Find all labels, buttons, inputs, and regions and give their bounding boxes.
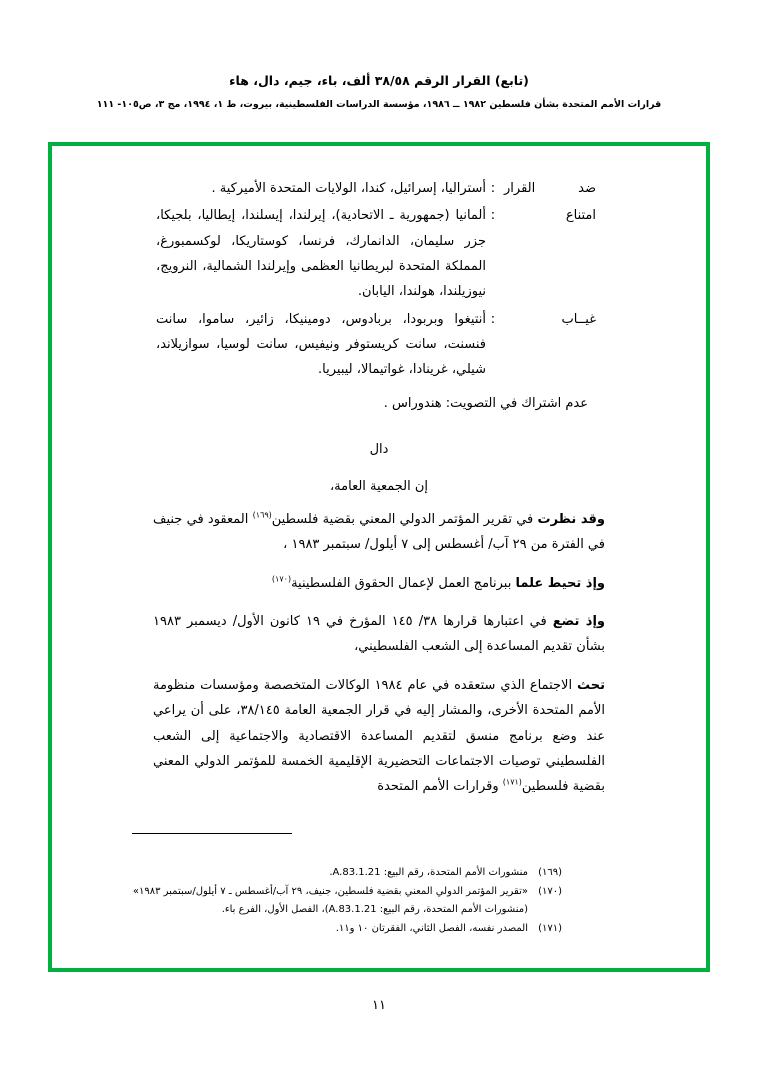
footnote-item [132,883,562,920]
vote-label: امتناع [565,208,596,224]
footnote-ref: (١٧٠) [271,574,292,584]
assembly-line: إن الجمعية العامة، [329,479,428,495]
vote-value: ألمانيا (جمهورية ـ الاتحادية)، إيرلندا، إيسلندا، إيطاليا، بلجيكا، جزر سليمان، الدانمارك، فرنسا، كوستاريكا، لوكسمبورغ، المملكة المتحدة لبريطانيا العظمى وإيرلندا الشمالية، النرويج، نيوزيلندا، هولندا، اليابان. [156,208,486,300]
vote-row [156,176,596,201]
vote-label: ضد القرار [504,181,596,196]
vote-label: غيــاب [561,311,596,327]
section-letter: دال [369,442,389,458]
footnote-item [132,864,562,883]
page-title: (تابع) القرار الرقم ٣٨/٥٨ ألف، باء، جيم، دال، هاء [229,73,529,88]
vote-value: أستراليا، إسرائيل، كندا، الولايات المتحدة الأميركية . [211,181,486,196]
resolution-body [153,507,605,799]
footnote-text: المصدر نفسه، الفصل الثاني، الفقرتان ١٠ و١١. [335,922,528,934]
footnotes-block [132,864,562,938]
paragraph-text-after-note: وقرارات الأمم المتحدة [377,779,503,795]
paragraph-text-before-note: الاجتماع الذي ستعقده في عام ١٩٨٤ الوكالات المتخصصة ومؤسسات منظومة الأمم المتحدة الأخرى، والمشار إليه في قرار الجمعية العامة ٣٨/١٤٥، على أن يراعي عند وضع برنامج منسق لتقديم المساعدة الاقتصادية والاجتماعية إلى الشعب الفلسطيني توصيات الاجتماعات التحضيرية الإقليمية الخمسة للمؤتمر الدولي المعني بقضية فلسطين [153,677,605,795]
footnote-ref: (١٧١) [502,777,522,787]
paragraph-lead: تحث [577,677,606,693]
footnote-number: (١٧٠) [538,885,562,897]
vote-results-block [156,176,602,383]
non-participation-line: عدم اشتراك في التصويت: هندوراس . [383,395,588,411]
vote-colon: : [490,181,496,196]
vote-row [156,307,596,383]
paragraph [153,571,605,596]
paragraph-lead: وقد نظرت [537,512,605,528]
vote-row [156,203,596,304]
footnote-text: منشورات الأمم المتحدة، رقم البيع: A.83.1.21. [329,867,528,878]
footnote-number: (١٧١) [538,922,562,934]
document-header [0,72,758,111]
footnote-separator [132,833,292,834]
paragraph-text-before-note: في تقرير المؤتمر الدولي المعني بقضية فلسطين [271,512,538,528]
footnote-item [132,920,562,939]
content-area [92,176,666,952]
vote-value: أنتيغوا وبربودا، بربادوس، دومينيكا، زائير، ساموا، سانت فنسنت، سانت كريستوفر ونيفيس، سانت لوسيا، سوازيلاند، شيلي، غرينادا، غواتيمالا، ليبيريا. [156,311,486,378]
source-citation: قرارات الأمم المتحدة بشأن فلسطين ١٩٨٢ ــ ١٩٨٦، مؤسسة الدراسات الفلسطينية، بيروت، ط ١، ١٩٩٤، مج ٣، ص١٠٥- ١١١ [96,98,662,110]
footnote-ref: (١٦٩) [252,510,272,520]
paragraph [153,673,605,800]
paragraph [153,609,605,660]
footnote-text: «تقرير المؤتمر الدولي المعني بقضية فلسطين، جنيف، ٢٩ آب/أغسطس ـ ٧ أيلول/سبتمبر ١٩٨٣» (منشورات الأمم المتحدة، رقم البيع: A.83.1.21)، الفصل الأول، الفرع باء. [132,885,528,915]
paragraph-text-after-note: المعقود في جنيف في الفترة من ٢٩ آب/ أغسطس إلى ٧ أيلول/ سبتمبر ١٩٨٣ ، [153,512,605,553]
vote-colon: : [490,311,496,327]
vote-colon: : [490,208,496,224]
paragraph-lead: وإذ تضع [552,614,605,630]
paragraph-lead: وإذ تحيط علما [515,575,605,591]
content-frame [48,142,710,972]
paragraph-text-before-note: ببرنامج العمل لإعمال الحقوق الفلسطينية [291,575,516,591]
paragraph [153,507,605,558]
paragraph-text-before-note: في اعتبارها قرارها ٣٨/ ١٤٥ المؤرخ في ١٩ كانون الأول/ ديسمبر ١٩٨٣ بشأن تقديم المساعدة إلى الشعب الفلسطيني، [153,614,605,655]
page-number: ١١ [372,998,386,1013]
footnote-number: (١٦٩) [538,867,562,878]
